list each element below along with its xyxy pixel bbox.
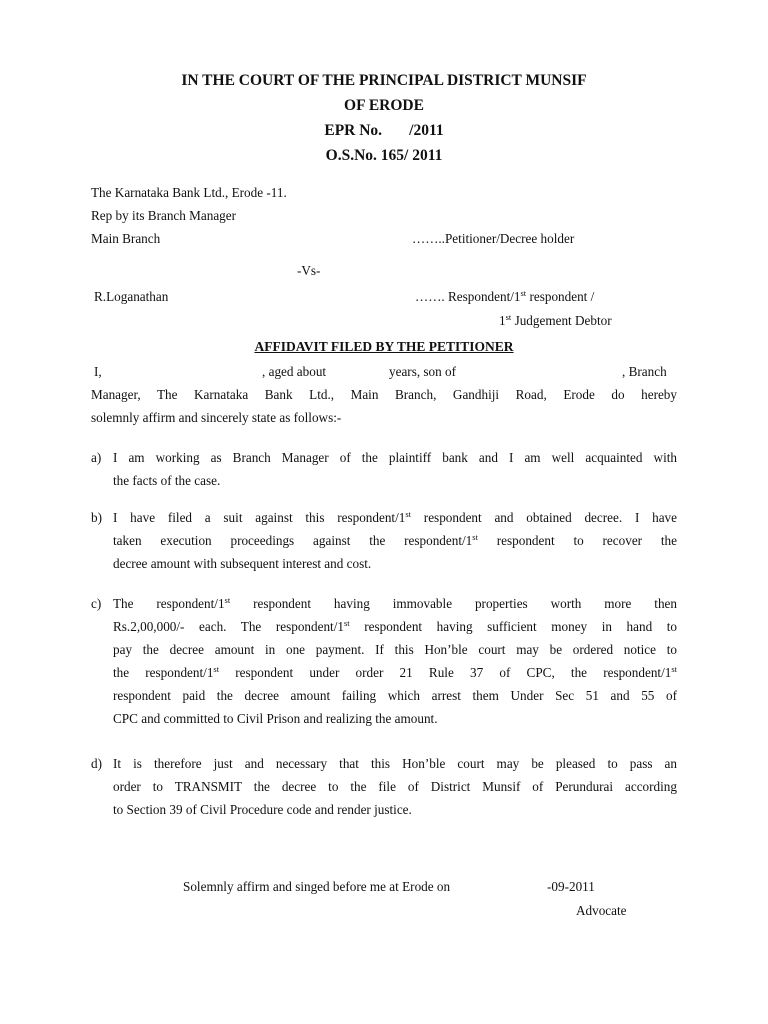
para-c-label: c) (91, 596, 102, 611)
respondent-role: ……. Respondent/1st respondent / (415, 288, 595, 304)
para-a-label: a) (91, 450, 102, 465)
para-a-line-2: the facts of the case. (113, 473, 221, 488)
para-c-line-1: The respondent/1st respondent having immovable properties worth more then (113, 595, 678, 611)
petitioner-name: The Karnataka Bank Ltd., Erode -11. (91, 185, 287, 200)
para-c-line-5: respondent paid the decree amount failing which arrest them Under Sec 51 and 55 of (113, 688, 677, 703)
para-c-line-6: CPC and committed to Civil Prison and realizing the amount. (113, 711, 438, 726)
para-c-line-2: Rs.2,00,000/- each. The respondent/1st respondent having sufficient money in hand to (113, 618, 677, 634)
intro-designation: , Branch (622, 364, 667, 379)
court-location: OF ERODE (344, 97, 424, 114)
para-b-line-1: I have filed a suit against this respondent/1st respondent and obtained decree. I have (113, 509, 678, 525)
para-d-line-2: order to TRANSMIT the decree to the file of District Munsif of Perundurai according (113, 779, 677, 794)
petitioner-rep: Rep by its Branch Manager (91, 208, 237, 223)
para-b-line-3: decree amount with subsequent interest and cost. (113, 556, 372, 571)
court-heading: IN THE COURT OF THE PRINCIPAL DISTRICT MUNSIF (181, 72, 587, 89)
intro-age: , aged about (262, 364, 327, 379)
respondent-role-2: 1st Judgement Debtor (499, 312, 612, 328)
para-b-line-2: taken execution proceedings against the respondent/1st respondent to recover the (113, 532, 678, 548)
para-c-line-4: the respondent/1st respondent under order 21 Rule 37 of CPC, the respondent/1st (113, 664, 678, 680)
affirmation-date: -09-2011 (547, 879, 595, 894)
intro-deponent-prefix: I, (94, 364, 102, 379)
para-d-line-1: It is therefore just and necessary that this Hon’ble court may be pleased to pass an (113, 756, 677, 771)
petitioner-branch: Main Branch (91, 231, 161, 246)
petitioner-role: ……..Petitioner/Decree holder (412, 231, 575, 246)
intro-line-3: solemnly affirm and sincerely state as follows:- (91, 410, 342, 425)
para-d-label: d) (91, 756, 102, 771)
para-a-line-1: I am working as Branch Manager of the plaintiff bank and I am well acquainted with (113, 450, 677, 465)
affidavit-title: AFFIDAVIT FILED BY THE PETITIONER (254, 339, 514, 354)
para-d-line-3: to Section 39 of Civil Procedure code and render justice. (113, 802, 412, 817)
epr-number: EPR No. /2011 (324, 122, 444, 139)
intro-son-of: years, son of (389, 364, 457, 379)
para-b-label: b) (91, 510, 102, 525)
versus: -Vs- (297, 263, 321, 278)
os-number: O.S.No. 165/ 2011 (325, 147, 443, 164)
respondent-name: R.Loganathan (94, 289, 169, 304)
para-c-line-3: pay the decree amount in one payment. If this Hon’ble court may be ordered notice to (113, 642, 677, 657)
affirmation-line: Solemnly affirm and singed before me at Erode on (183, 879, 451, 894)
advocate-signature: Advocate (576, 903, 627, 918)
intro-line-2: Manager, The Karnataka Bank Ltd., Main Branch, Gandhiji Road, Erode do hereby (91, 387, 677, 402)
